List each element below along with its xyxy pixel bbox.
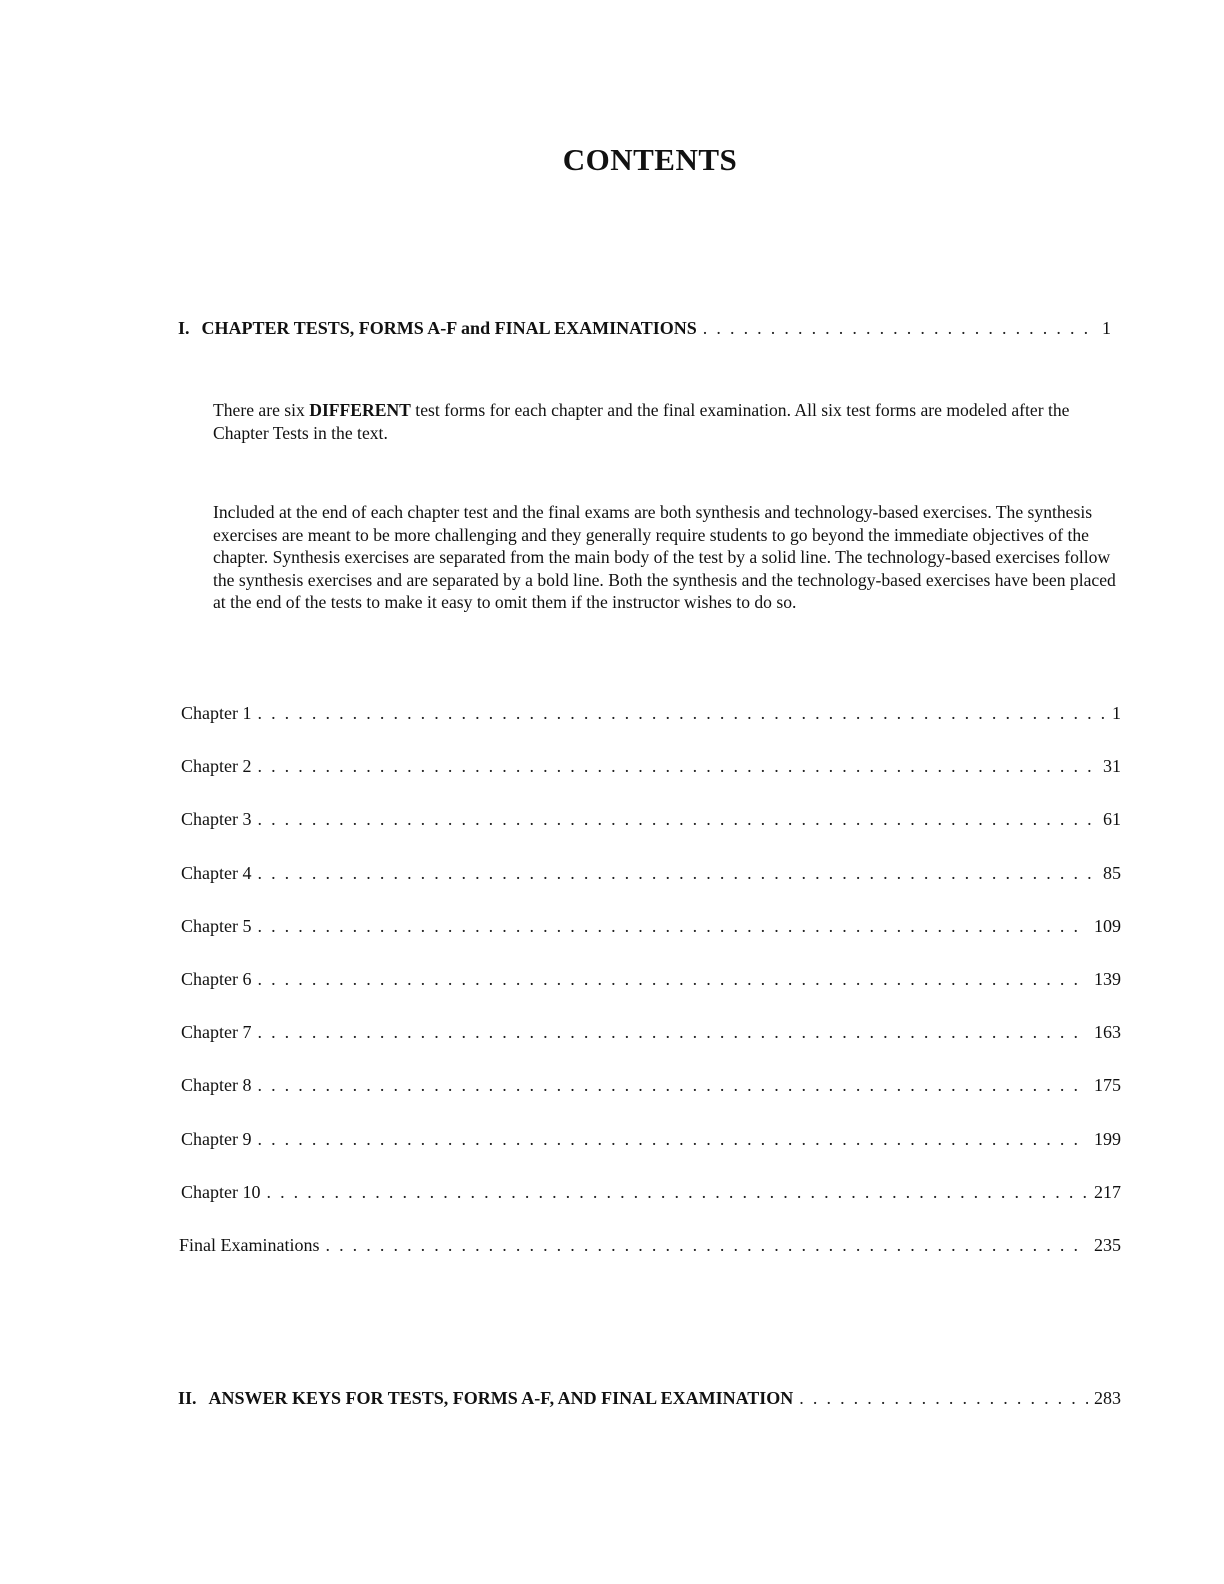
intro-p1-after: test forms for each chapter and the final examination. All six test forms are modeled after the Chapter Tests in the text.	[213, 400, 1070, 443]
dot-leader	[257, 703, 1106, 724]
toc-entry-label: Chapter 2	[181, 756, 252, 777]
toc-entry	[181, 809, 1121, 830]
toc-section-1	[178, 318, 1111, 339]
section-1-page: 1	[1102, 318, 1111, 338]
toc-entry	[179, 1235, 1121, 1256]
toc-entry-page: 163	[1094, 1022, 1121, 1043]
toc-entry-label: Final Examinations	[179, 1235, 320, 1255]
toc-entry	[181, 1129, 1121, 1150]
dot-leader	[257, 756, 1097, 777]
toc-entry	[181, 863, 1121, 884]
toc-entry-label: Chapter 1	[181, 703, 252, 723]
toc-entry-label: Chapter 9	[181, 1128, 252, 1149]
toc-entry-page: 217	[1094, 1181, 1121, 1202]
dot-leader	[257, 1075, 1088, 1096]
dot-leader	[257, 809, 1097, 830]
toc-entry-label: Chapter 4	[181, 862, 252, 883]
dot-leader	[257, 863, 1097, 884]
intro-p1-bold: DIFFERENT	[309, 400, 411, 420]
dot-leader	[266, 1182, 1088, 1203]
section-2-page: 283	[1094, 1388, 1121, 1408]
toc-entry	[181, 703, 1121, 724]
toc-entry-page: 85	[1103, 862, 1121, 883]
toc-entry-label: Chapter 10	[181, 1181, 261, 1202]
toc-entry	[181, 1075, 1121, 1096]
dot-leader	[703, 318, 1096, 339]
toc-entry-page: 31	[1103, 756, 1121, 777]
intro-paragraph-1	[213, 399, 1125, 444]
toc-section-2	[178, 1388, 1121, 1409]
toc-entry	[181, 1022, 1121, 1043]
intro-p1-before: There are six	[213, 400, 310, 420]
section-2-numeral: II.	[178, 1388, 197, 1408]
toc-entry-page: 175	[1094, 1075, 1121, 1096]
toc-entry-page: 139	[1094, 969, 1121, 989]
toc-entry-page: 1	[1112, 703, 1121, 723]
dot-leader	[257, 969, 1088, 990]
section-1-heading	[178, 318, 697, 339]
toc-entry	[181, 756, 1121, 777]
toc-entry-page: 109	[1094, 915, 1121, 936]
dot-leader	[257, 1129, 1088, 1150]
toc-entry-page: 61	[1103, 809, 1121, 830]
page-title: CONTENTS	[562, 142, 738, 177]
toc-entry-label: Chapter 5	[181, 915, 252, 936]
toc-entry-label: Chapter 8	[181, 1075, 252, 1096]
toc-entry-page: 235	[1094, 1235, 1121, 1255]
toc-entry	[181, 1182, 1121, 1203]
section-1-label: CHAPTER TESTS, FORMS A-F and FINAL EXAMINATIONS	[201, 318, 697, 338]
section-1-numeral: I.	[178, 318, 190, 338]
toc-entry	[181, 969, 1121, 990]
section-2-label: ANSWER KEYS FOR TESTS, FORMS A-F, AND FINAL EXAMINATION	[208, 1388, 794, 1408]
dot-leader	[257, 916, 1088, 937]
dot-leader	[257, 1022, 1088, 1043]
toc-entry	[181, 916, 1121, 937]
toc-entry-label: Chapter 6	[181, 969, 252, 989]
toc-entry-label: Chapter 3	[181, 809, 252, 830]
toc-entry-page: 199	[1094, 1128, 1121, 1149]
toc-entry-label: Chapter 7	[181, 1022, 252, 1043]
intro-paragraph-2: Included at the end of each chapter test and the final exams are both synthesis and technology-based exercises. The synthesis exercises are meant to be more challenging and they generally require students to go beyond the immediate objectives of the chapter. Synthesis exercises are separated from the main body of the test by a solid line. The technology-based exercises follow the synthesis exercises and are separated by a bold line. Both the synthesis and the technology-based exercises have been placed at the end of the tests to make it easy to omit them if the instructor wishes to do so.	[213, 502, 1116, 612]
dot-leader	[325, 1235, 1088, 1256]
section-2-heading	[178, 1388, 793, 1409]
dot-leader	[799, 1388, 1088, 1409]
